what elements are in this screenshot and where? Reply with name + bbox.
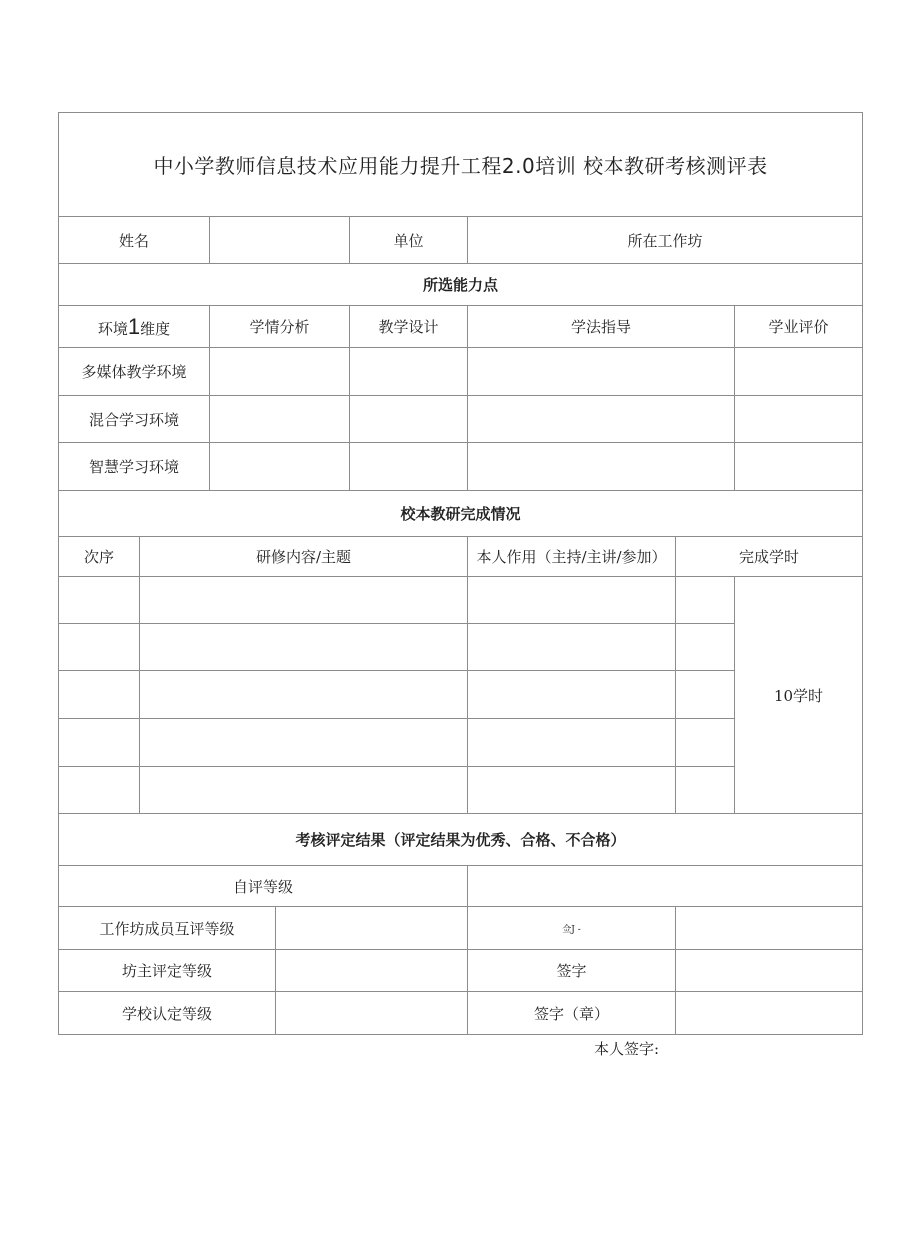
school-sign-label: 签字（章） xyxy=(468,992,676,1035)
content-cell[interactable] xyxy=(140,719,468,767)
workshop-label: 所在工作坊 xyxy=(468,217,863,264)
content-cell[interactable] xyxy=(140,767,468,814)
content-cell[interactable] xyxy=(140,577,468,624)
col-header-order: 次序 xyxy=(59,537,140,577)
col-header-role: 本人作用（主持/主讲/参加） xyxy=(468,537,676,577)
assessment-table xyxy=(58,112,863,1035)
env-label-smart: 智慧学习环境 xyxy=(59,443,210,491)
content-cell[interactable] xyxy=(140,671,468,719)
ability-cell[interactable] xyxy=(210,443,350,491)
form-title: 中小学教师信息技术应用能力提升工程2.0培训 校本教研考核测评表 xyxy=(59,113,863,217)
role-cell[interactable] xyxy=(468,671,676,719)
col-header-method-guidance: 学法指导 xyxy=(468,306,735,348)
role-cell[interactable] xyxy=(468,624,676,671)
col-header-hours: 完成学时 xyxy=(676,537,863,577)
peer-eval-label: 工作坊成员互评等级 xyxy=(59,907,276,950)
ability-cell[interactable] xyxy=(210,348,350,396)
ability-cell[interactable] xyxy=(468,396,735,443)
ability-cell[interactable] xyxy=(468,443,735,491)
hours-cell[interactable] xyxy=(676,719,735,767)
ability-cell[interactable] xyxy=(735,348,863,396)
order-cell[interactable] xyxy=(59,671,140,719)
dimension-header xyxy=(59,306,210,348)
personal-signature-label: 本人签字: xyxy=(594,1040,660,1058)
order-cell[interactable] xyxy=(59,719,140,767)
research-row xyxy=(59,577,863,624)
role-cell[interactable] xyxy=(468,577,676,624)
host-eval-label: 坊主评定等级 xyxy=(59,950,276,992)
ability-row xyxy=(59,348,863,396)
ability-cell[interactable] xyxy=(350,396,468,443)
ability-heading: 所选能力点 xyxy=(59,264,863,306)
assessment-form xyxy=(58,112,862,1035)
school-eval-label: 学校认定等级 xyxy=(59,992,276,1035)
peer-sign-label: 佥J - xyxy=(468,907,676,950)
ability-row xyxy=(59,396,863,443)
dimension-digit: 1 xyxy=(127,313,141,339)
role-cell[interactable] xyxy=(468,719,676,767)
host-sign-field[interactable] xyxy=(676,950,863,992)
dimension-prefix: 环境 xyxy=(97,319,128,338)
ability-row xyxy=(59,443,863,491)
unit-label: 单位 xyxy=(350,217,468,264)
col-header-content: 研修内容/主题 xyxy=(140,537,468,577)
order-cell[interactable] xyxy=(59,577,140,624)
col-header-learning-analysis: 学情分析 xyxy=(210,306,350,348)
hours-cell[interactable] xyxy=(676,671,735,719)
ability-cell[interactable] xyxy=(468,348,735,396)
hours-cell[interactable] xyxy=(676,767,735,814)
host-sign-label: 签字 xyxy=(468,950,676,992)
peer-sign-field[interactable] xyxy=(676,907,863,950)
name-label: 姓名 xyxy=(59,217,210,264)
hours-cell[interactable] xyxy=(676,624,735,671)
order-cell[interactable] xyxy=(59,624,140,671)
col-header-teaching-design: 教学设计 xyxy=(350,306,468,348)
total-hours: 10学时 xyxy=(735,577,863,814)
ability-cell[interactable] xyxy=(350,443,468,491)
env-label-blended: 混合学习环境 xyxy=(59,396,210,443)
result-heading: 考核评定结果（评定结果为优秀、合格、不合格） xyxy=(59,814,863,866)
name-field[interactable] xyxy=(210,217,350,264)
ability-cell[interactable] xyxy=(210,396,350,443)
role-cell[interactable] xyxy=(468,767,676,814)
col-header-academic-evaluation: 学业评价 xyxy=(735,306,863,348)
research-heading: 校本教研完成情况 xyxy=(59,491,863,537)
hours-cell[interactable] xyxy=(676,577,735,624)
host-eval-field[interactable] xyxy=(276,950,468,992)
ability-cell[interactable] xyxy=(735,443,863,491)
content-cell[interactable] xyxy=(140,624,468,671)
env-label-multimedia: 多媒体教学环境 xyxy=(59,348,210,396)
school-sign-field[interactable] xyxy=(676,992,863,1035)
peer-eval-field[interactable] xyxy=(276,907,468,950)
ability-cell[interactable] xyxy=(350,348,468,396)
school-eval-field[interactable] xyxy=(276,992,468,1035)
ability-cell[interactable] xyxy=(735,396,863,443)
self-eval-field[interactable] xyxy=(468,866,863,907)
order-cell[interactable] xyxy=(59,767,140,814)
dimension-suffix: 维度 xyxy=(140,319,171,338)
self-eval-label: 自评等级 xyxy=(59,866,468,907)
